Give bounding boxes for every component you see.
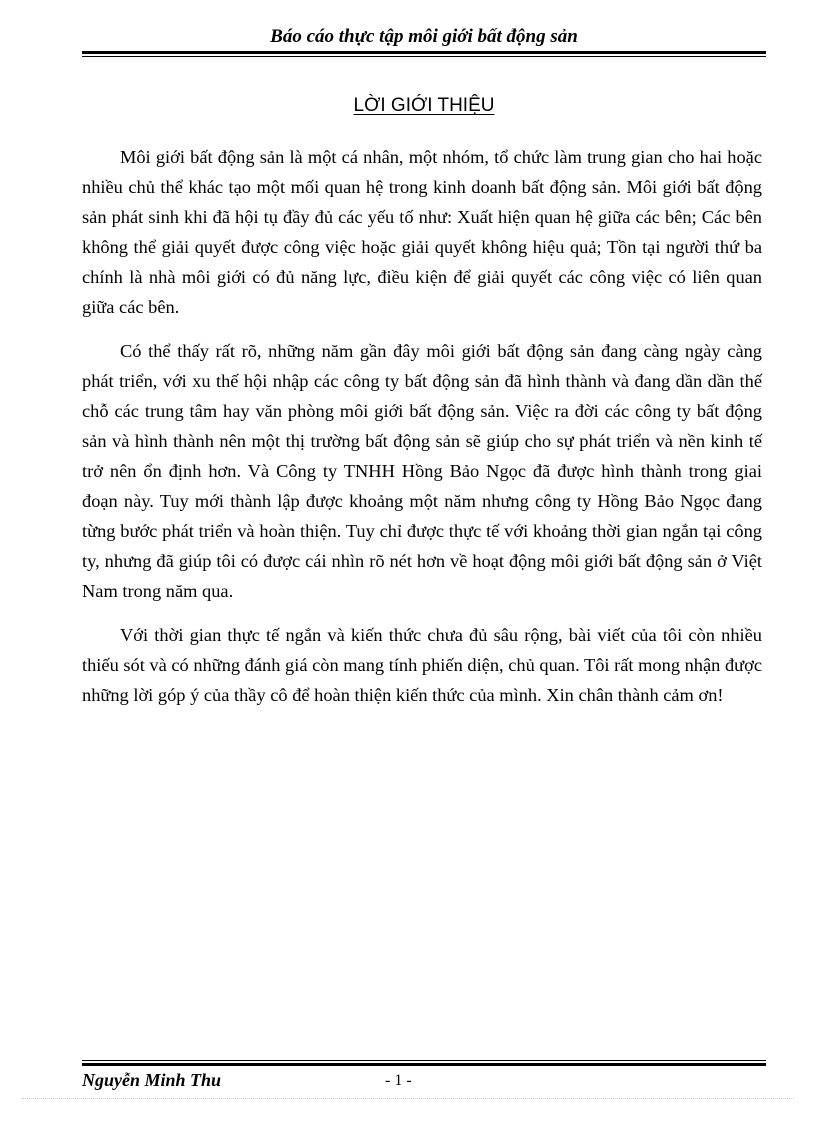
footer-author: Nguyễn Minh Thu [82,1070,222,1090]
footer-rule-thin [82,1060,766,1061]
page-edge-divider [22,1098,794,1099]
paragraph-3: Với thời gian thực tế ngắn và kiến thức chưa đủ sâu rộng, bài viết của tôi còn nhiều thiếu sót và có những đánh giá còn mang tính phiến diện, chủ quan. Tôi rất mong nhận được những lời góp ý của thầy cô để hoàn thiện kiến thức của mình. Xin chân thành cảm ơn! [82,625,763,705]
header-rule-thin [82,56,766,57]
header-rule-thick [82,51,766,54]
paragraph-2: Có thể thấy rất rõ, những năm gần đây môi giới bất động sản đang càng ngày càng phát triển, với xu thế hội nhập các công ty bất động sản đã hình thành và đang dần dần thế chỗ các trung tâm hay văn phòng môi giới bất động sản. Việc ra đời các công ty bất động sản và hình thành nên một thị trường bất động sản sẽ giúp cho sự phát triển và nền kinh tế trở nên ổn định hơn. Và Công ty TNHH Hồng Bảo Ngọc đã được hình thành trong giai đoạn này. Tuy mới thành lập được khoảng một năm nhưng công ty Hồng Bảo Ngọc đang từng bước phát triển và hoàn thiện. Tuy chỉ được thực tế với khoảng thời gian ngắn tại công ty, nhưng đã giúp tôi có được cái nhìn rõ nét hơn về hoạt động môi giới bất động sản ở Việt Nam trong năm qua. [82,341,762,601]
section-title: LỜI GIỚI THIỆU [353,95,495,116]
body-text [82,142,762,724]
paragraph-1: Môi giới bất động sản là một cá nhân, một nhóm, tổ chức làm trung gian cho hai hoặc nhiều chủ thể khác tạo một mối quan hệ trong kinh doanh bất động sản. Môi giới bất động sản phát sinh khi đã hội tụ đầy đủ các yếu tố như: Xuất hiện quan hệ giữa các bên; Các bên không thể giải quyết được công việc hoặc giải quyết không hiệu quả; Tồn tại người thứ ba chính là nhà môi giới có đủ năng lực, điều kiện để giải quyết các công việc có liên quan giữa các bên. [82,147,762,317]
footer-rule-thick [82,1063,766,1066]
running-header-title: Báo cáo thực tập môi giới bất động sản [270,26,578,47]
page-number: - 1 - [385,1072,412,1089]
